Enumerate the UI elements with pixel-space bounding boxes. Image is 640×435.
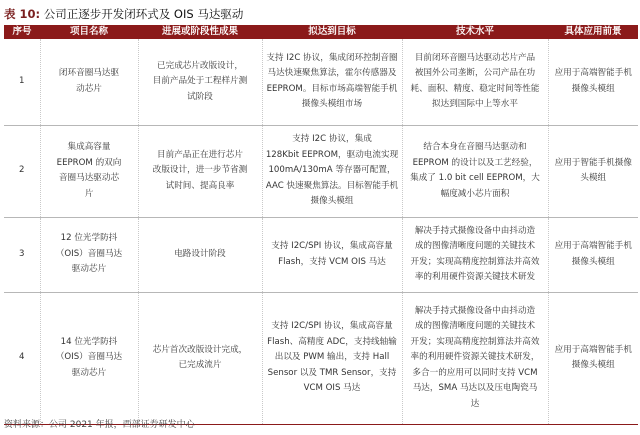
header-row [4, 25, 638, 39]
cell-name: 闭环音圈马达驱 动芯片 [40, 39, 138, 125]
cell-no: 4 [4, 292, 40, 424]
table-caption [4, 4, 636, 24]
header-name: 项目名称 [40, 25, 138, 39]
cell-progress: 已完成芯片改版设计， 目前产品处于工程样片测 试阶段 [138, 39, 262, 125]
cell-application: 应用于智能手机摄像 头模组 [548, 125, 638, 217]
header-application: 具体应用前景 [548, 25, 638, 39]
cell-name: 集成高容量 EEPROM 的双向 音圈马达驱动芯 片 [40, 125, 138, 217]
cell-application: 应用于高端智能手机 摄像头模组 [548, 39, 638, 125]
cell-no: 2 [4, 125, 40, 217]
cell-no: 1 [4, 39, 40, 125]
cell-tech: 解决手持式摄像设备中由抖动造 成的图像清晰度问题的关键技术 开发；实现高精度控制算法并高效 率的利用硬件资源关键技术研发 [402, 217, 548, 292]
cell-progress: 目前产品正在进行芯片 改版设计，进一步节省测 试时间、提高良率 [138, 125, 262, 217]
cell-goal: 支持 I2C 协议，集成闭环控制音圈 马达快速聚焦算法，霍尔传感器及 EEPROM。目标市场高端智能手机 摄像头模组市场 [262, 39, 402, 125]
table-row [4, 292, 638, 424]
header-tech: 技术水平 [402, 25, 548, 39]
cell-application: 应用于高端智能手机 摄像头模组 [548, 292, 638, 424]
table-row [4, 217, 638, 292]
cell-tech: 结合本身在音圈马达驱动和 EEPROM 的设计以及工艺经验， 集成了 1.0 bit cell EEPROM，大 幅度减小芯片面积 [402, 125, 548, 217]
cell-goal: 支持 I2C 协议，集成 128Kbit EEPROM，驱动电流实现 100mA/130mA 等存器可配置， AAC 快速聚焦算法。目标智能手机 摄像头模组 [262, 125, 402, 217]
cell-goal: 支持 I2C/SPI 协议，集成高容量 Flash、高精度 ADC，支持线轴输 出以及 PWM 输出，支持 Hall Sensor 以及 TMR Sensor，支持 VCM OIS 马达 [262, 292, 402, 424]
table-caption-label: 表 10: [4, 7, 41, 21]
source-note: 资料来源：公司 2021 年报，西部证券研发中心 [4, 420, 195, 430]
header-no: 序号 [4, 25, 40, 39]
project-table [4, 25, 638, 425]
cell-application: 应用于高端智能手机 摄像头模组 [548, 217, 638, 292]
cell-tech: 目前闭环音圈马达驱动芯片产品 被国外公司垄断，公司产品在功 耗、面积、精度、稳定时间等性能 拟达到国际中上等水平 [402, 39, 548, 125]
table-caption-text: 公司正逐步开发闭环式及 OIS 马达驱动 [43, 7, 244, 21]
cell-progress: 电路设计阶段 [138, 217, 262, 292]
table-body [4, 39, 638, 424]
cell-no: 3 [4, 217, 40, 292]
cell-progress: 芯片首次改版设计完成， 已完成流片 [138, 292, 262, 424]
cell-name: 12 位光学防抖 （OIS）音圈马达 驱动芯片 [40, 217, 138, 292]
table-header [4, 25, 638, 39]
cell-tech: 解决手持式摄像设备中由抖动造 成的图像清晰度问题的关键技术 开发；实现高精度控制算法并高效 率的利用硬件资源关键技术研发， 多合一的应用可以同时支持 VCM 马达，SMA 马达以及压电陶瓷马 达 [402, 292, 548, 424]
cell-goal: 支持 I2C/SPI 协议，集成高容量 Flash，支持 VCM OIS 马达 [262, 217, 402, 292]
header-goal: 拟达到目标 [262, 25, 402, 39]
table-row [4, 39, 638, 125]
cell-name: 14 位光学防抖 （OIS）音圈马达 驱动芯片 [40, 292, 138, 424]
header-progress: 进展或阶段性成果 [138, 25, 262, 39]
table-row [4, 125, 638, 217]
